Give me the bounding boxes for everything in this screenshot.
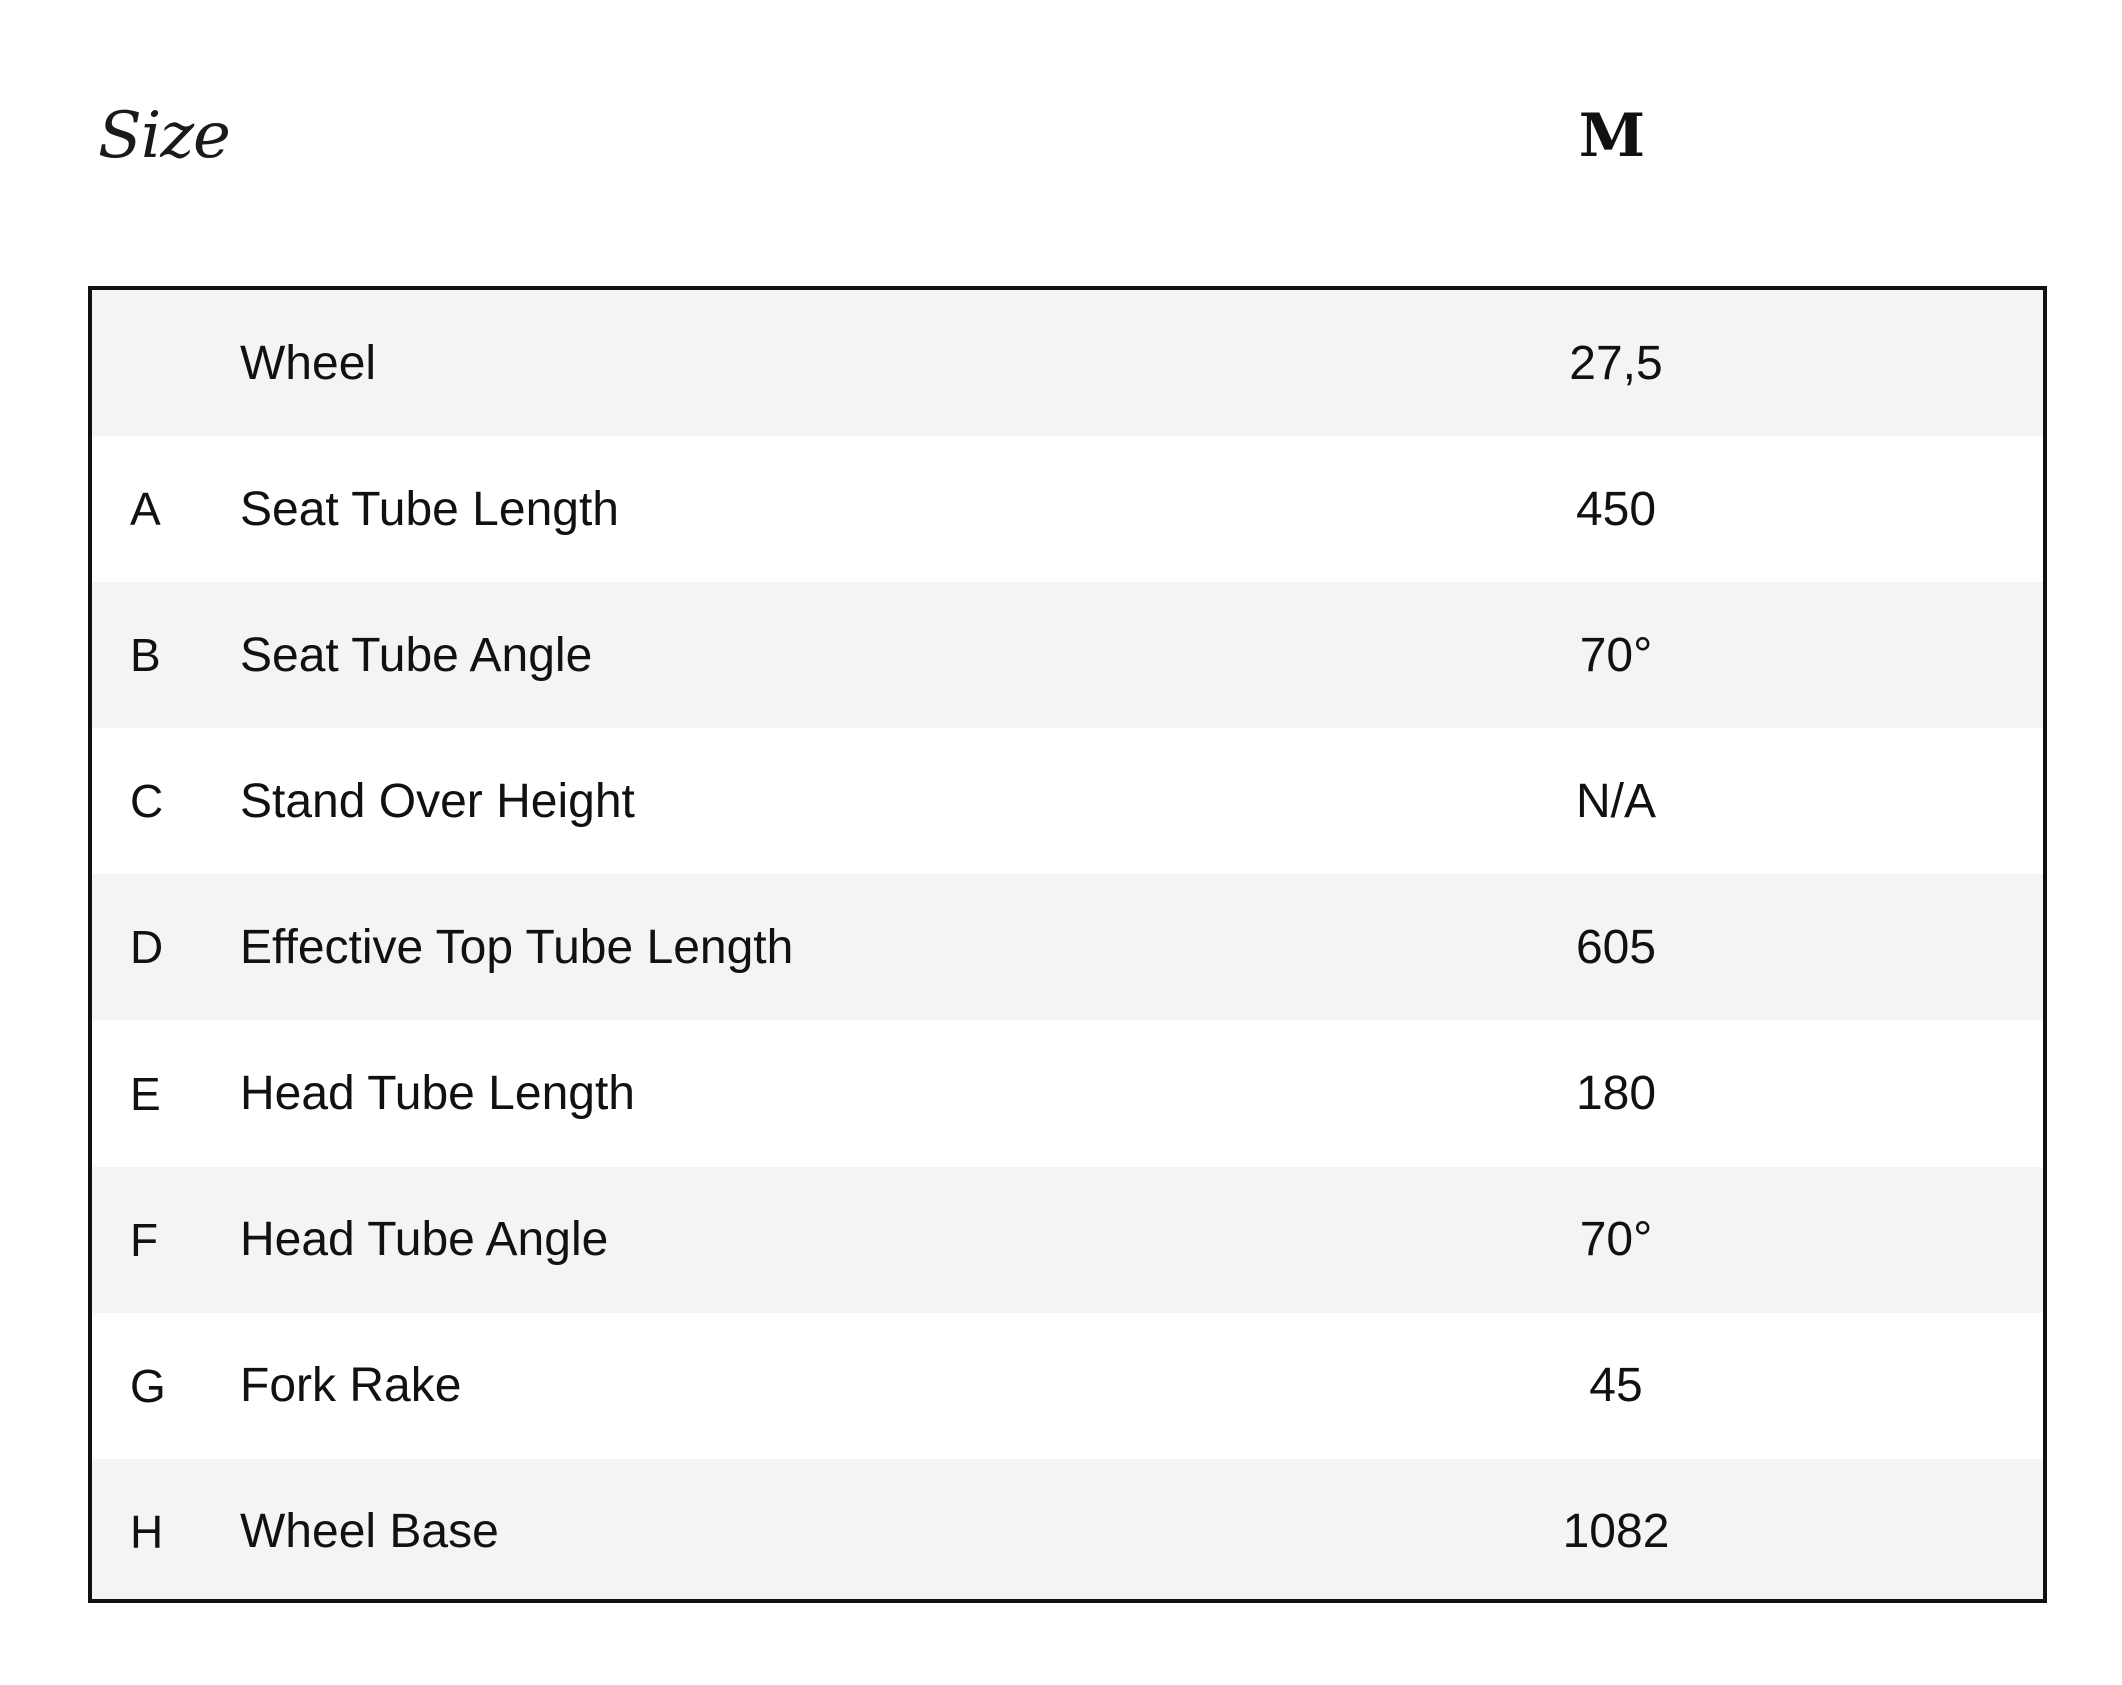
row-letter: B (130, 629, 161, 682)
row-letter: A (130, 483, 161, 536)
row-value: 1082 (1562, 1505, 1670, 1559)
table-row-head-tube-length (92, 1020, 2043, 1166)
table-row-stand-over-height (92, 728, 2043, 874)
geometry-table (88, 286, 2047, 1603)
row-value: 45 (1589, 1359, 1643, 1413)
row-label: Seat Tube Angle (240, 628, 593, 682)
row-value: 180 (1575, 1067, 1657, 1121)
row-letter: H (130, 1505, 164, 1558)
row-letter: E (130, 1067, 161, 1120)
row-letter (130, 290, 210, 436)
size-header (0, 0, 2122, 270)
row-letter: C (130, 775, 164, 828)
row-label: Wheel (240, 336, 377, 390)
table-row-seat-tube-length (92, 436, 2043, 582)
table-row-wheel (92, 290, 2043, 436)
row-label: Seat Tube Length (240, 482, 619, 536)
row-value: 450 (1575, 482, 1657, 536)
table-row-effective-top-tube-length (92, 874, 2043, 1020)
row-letter: F (130, 1213, 159, 1266)
size-label: Size (98, 99, 230, 173)
row-value: 70° (1579, 628, 1653, 682)
table-row-head-tube-angle (92, 1167, 2043, 1313)
row-value: 605 (1575, 920, 1657, 974)
row-label: Wheel Base (240, 1505, 499, 1559)
row-value: 27,5 (1569, 336, 1663, 390)
row-letter: D (130, 921, 164, 974)
row-label: Fork Rake (240, 1359, 462, 1413)
table-row-seat-tube-angle (92, 582, 2043, 728)
row-value: N/A (1575, 774, 1656, 828)
row-letter: G (130, 1359, 166, 1412)
row-label: Head Tube Angle (240, 1213, 609, 1267)
row-value: 70° (1579, 1213, 1653, 1267)
row-label: Effective Top Tube Length (240, 920, 794, 974)
row-label: Stand Over Height (240, 774, 635, 828)
row-label: Head Tube Length (240, 1067, 635, 1121)
table-row-wheel-base (92, 1459, 2043, 1603)
size-value: M (1578, 101, 1646, 171)
table-row-fork-rake (92, 1313, 2043, 1459)
